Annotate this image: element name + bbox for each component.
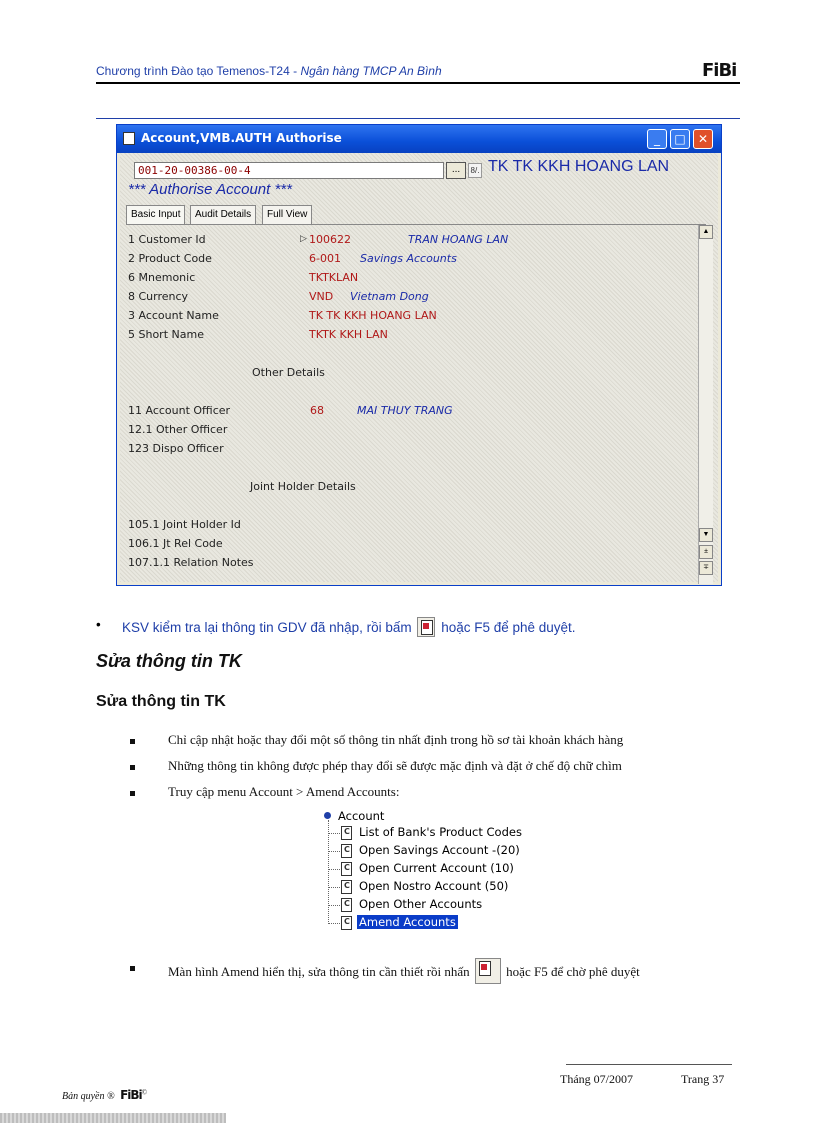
last-item-before: Màn hình Amend hiển thị, sửa thông tin cần thiết rồi nhấn xyxy=(168,964,470,979)
footer-logo xyxy=(120,1088,142,1102)
field-label: 1 Customer Id xyxy=(128,233,206,246)
tab-full-view[interactable]: Full View xyxy=(262,205,312,224)
field-label: 8 Currency xyxy=(128,290,189,303)
field-value[interactable]: TKTKLAN xyxy=(309,271,359,284)
list-item xyxy=(168,958,640,984)
tree-connector xyxy=(328,820,329,924)
authorise-doc-icon xyxy=(475,958,501,984)
list-item: Chỉ cập nhật hoặc thay đổi một số thông tin nhất định trong hồ sơ tài khoản khách hàng xyxy=(168,732,624,747)
minimize-button[interactable]: _ xyxy=(647,129,667,149)
maximize-button[interactable]: □ xyxy=(670,129,690,149)
field-description: TRAN HOANG LAN xyxy=(408,233,509,246)
tree-item-label: Open Savings Account -(20) xyxy=(359,843,520,857)
field-description: MAI THUY TRANG xyxy=(357,404,453,417)
document-icon xyxy=(341,844,352,858)
field-label: 11 Account Officer xyxy=(128,404,231,417)
field-value[interactable]: VND xyxy=(309,290,334,303)
square-bullet xyxy=(130,739,135,744)
authorise-window xyxy=(116,124,722,586)
window-title: Account,VMB.AUTH Authorise xyxy=(141,131,342,145)
document-icon xyxy=(341,862,352,876)
field-label: 105.1 Joint Holder Id xyxy=(128,518,241,531)
tree-item-label: Open Other Accounts xyxy=(359,897,483,911)
section-heading-italic: Sửa thông tin TK xyxy=(96,651,242,671)
scroll-down-icon[interactable]: ▼ xyxy=(699,528,713,542)
field-description: Savings Accounts xyxy=(360,252,457,265)
window-titlebar[interactable] xyxy=(117,125,721,153)
header-title-plain: Chương trình Đào tạo Temenos-T24 - xyxy=(96,64,301,78)
authorise-label: *** Authorise Account *** xyxy=(128,181,292,198)
square-bullet xyxy=(130,966,135,971)
field-value[interactable]: 68 xyxy=(310,404,324,417)
document-icon xyxy=(341,916,352,930)
field-description: Vietnam Dong xyxy=(350,290,429,303)
authorise-instruction xyxy=(96,617,576,637)
field-label: 5 Short Name xyxy=(128,328,204,341)
scroll-up-icon[interactable]: ▲ xyxy=(699,225,713,239)
logo-text: FiBi xyxy=(702,60,737,81)
authorise-doc-icon xyxy=(417,617,435,637)
page-up-icon[interactable]: ± xyxy=(699,545,713,559)
tree-item-label: List of Bank's Product Codes xyxy=(359,825,522,839)
section-heading-bold: Sửa thông tin TK xyxy=(96,693,226,710)
tree-item-label: Amend Accounts xyxy=(359,915,456,929)
tree-item-label: Open Current Account (10) xyxy=(359,861,514,875)
footer-logo-text: FiBi xyxy=(120,1088,142,1102)
copyright-text: Bản quyền ® xyxy=(62,1091,115,1102)
bottom-scan-strip xyxy=(0,1113,226,1123)
vertical-scrollbar[interactable] xyxy=(698,225,713,584)
close-button[interactable]: ✕ xyxy=(693,129,713,149)
header-title xyxy=(96,64,442,78)
section-joint-holder-details: Joint Holder Details xyxy=(250,480,356,493)
instruction-text-after: hoặc F5 để phê duyệt. xyxy=(441,620,576,635)
fibi-logo xyxy=(702,60,736,81)
footer-rule xyxy=(566,1064,732,1065)
footer-month: Tháng 07/2007 xyxy=(560,1072,633,1086)
field-label: 106.1 Jt Rel Code xyxy=(128,537,223,550)
copyright-notice: Bản quyền ® FiBi© xyxy=(62,1088,147,1102)
lookup-button[interactable]: ... xyxy=(446,162,466,179)
field-value[interactable]: 6-001 xyxy=(309,252,341,265)
field-label: 123 Dispo Officer xyxy=(128,442,224,455)
tab-basic-input[interactable]: Basic Input xyxy=(126,205,185,225)
tree-item-label: Open Nostro Account (50) xyxy=(359,879,509,893)
document-icon xyxy=(341,880,352,894)
field-list xyxy=(120,225,702,587)
window-client xyxy=(120,153,718,582)
document-icon xyxy=(341,898,352,912)
field-value[interactable]: TK TK KKH HOANG LAN xyxy=(309,309,437,322)
footer-page-number: Trang 37 xyxy=(681,1072,725,1086)
square-bullet xyxy=(130,765,135,770)
document-icon xyxy=(341,826,352,840)
field-value[interactable]: TKTK KKH LAN xyxy=(309,328,388,341)
header-title-italic: Ngân hàng TMCP An Bình xyxy=(300,64,442,78)
tree-root-account[interactable]: Account xyxy=(338,809,385,823)
tree-root-bullet-icon xyxy=(324,812,331,819)
section-other-details: Other Details xyxy=(252,366,325,379)
account-menu-tree xyxy=(316,806,536,936)
header-rule xyxy=(96,82,740,84)
tab-audit-details[interactable]: Audit Details xyxy=(190,205,256,224)
field-label: 6 Mnemonic xyxy=(128,271,196,284)
square-bullet xyxy=(130,791,135,796)
account-name-heading: TK TK KKH HOANG LAN xyxy=(488,158,670,175)
header-rule-blue xyxy=(96,118,740,119)
field-label: 12.1 Other Officer xyxy=(128,423,228,436)
list-item: Những thông tin không được phép thay đổi sẽ được mặc định và đặt ở chế độ chữ chìm xyxy=(168,758,622,773)
list-item: Truy cập menu Account > Amend Accounts: xyxy=(168,784,400,799)
pointer-arrow-icon: ▷ xyxy=(300,233,307,243)
account-id-input[interactable]: 001-20-00386-00-4 xyxy=(134,162,444,179)
field-label: 3 Account Name xyxy=(128,309,219,322)
field-value[interactable]: 100622 xyxy=(309,233,351,246)
bullet-dot: • xyxy=(96,617,101,632)
field-label: 107.1.1 Relation Notes xyxy=(128,556,254,569)
enrichment-icon[interactable]: 8/. xyxy=(468,163,482,178)
window-document-icon xyxy=(123,132,135,145)
last-item-after: hoặc F5 để chờ phê duyệt xyxy=(506,964,640,979)
instruction-text-before: KSV kiểm tra lại thông tin GDV đã nhập, rồi bấm xyxy=(122,620,412,635)
page-down-icon[interactable]: ∓ xyxy=(699,561,713,575)
field-label: 2 Product Code xyxy=(128,252,212,265)
